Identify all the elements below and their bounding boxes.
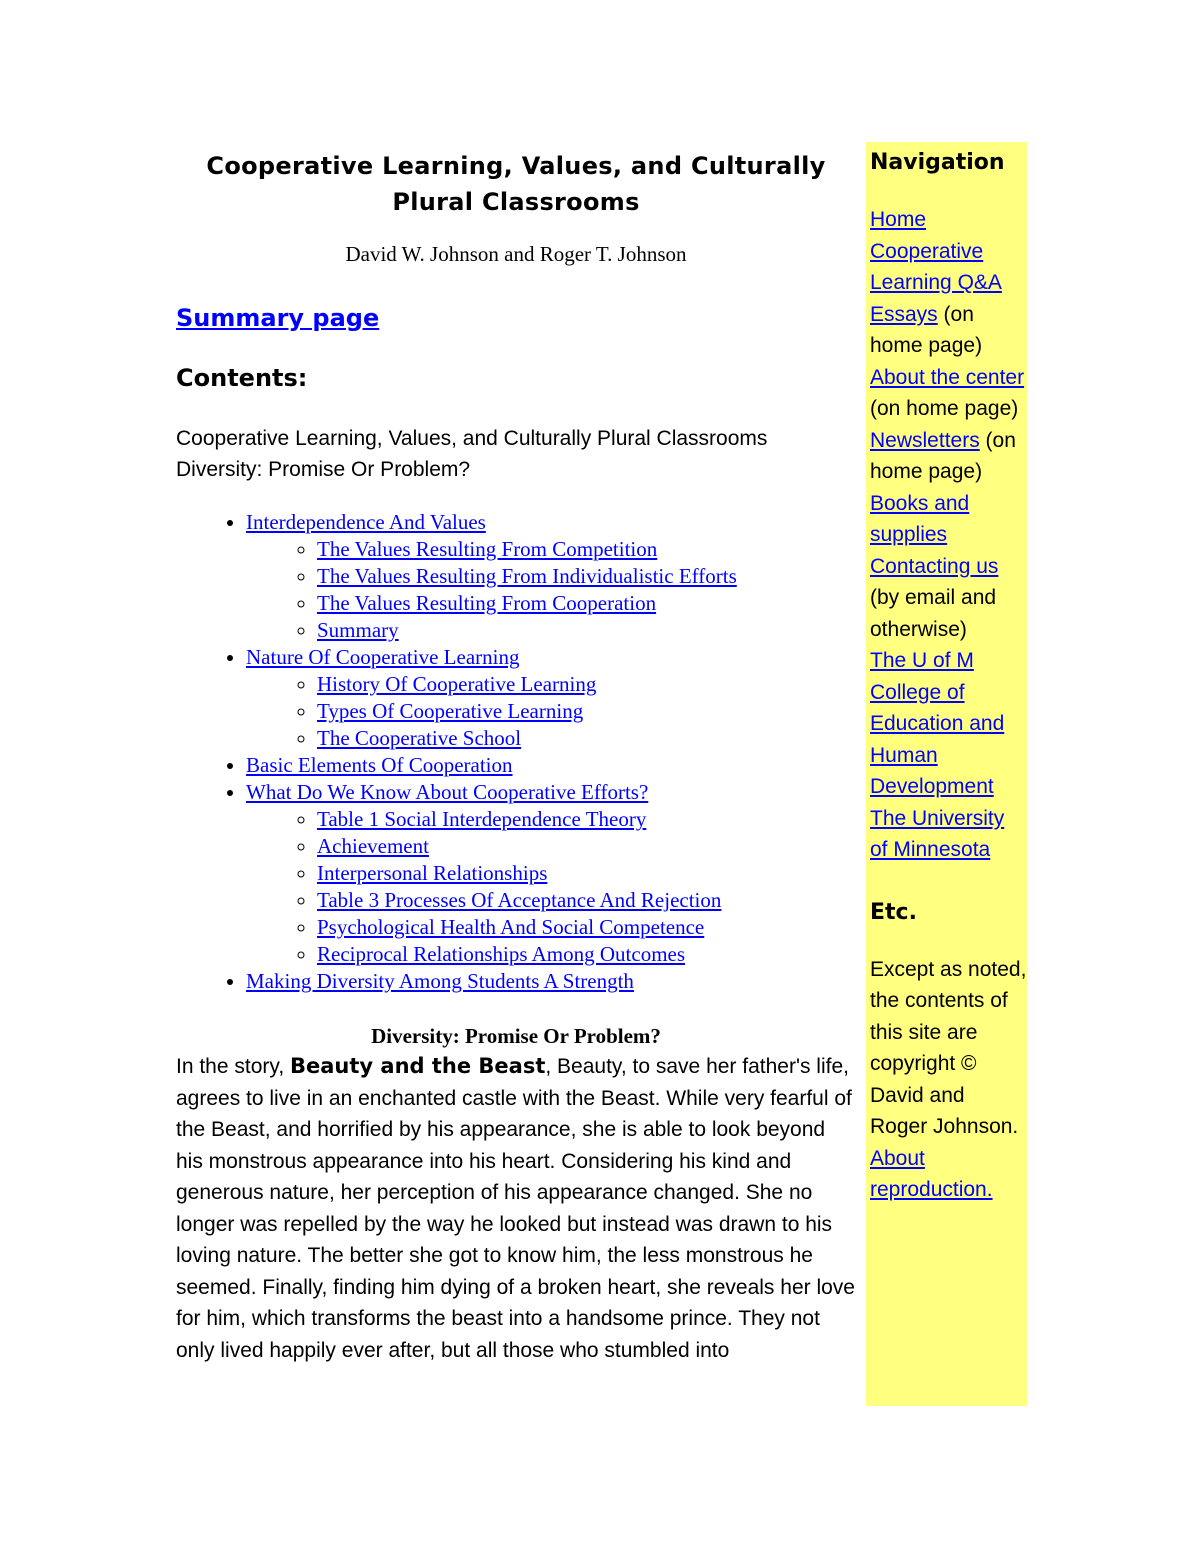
toc-sublist (246, 671, 856, 752)
toc-sublist (246, 536, 856, 644)
contents-heading: Contents: (176, 364, 308, 392)
nav-link-home[interactable]: Home (870, 208, 927, 231)
toc-subitem (317, 536, 856, 563)
toc-subitem (317, 806, 856, 833)
reproduction-link[interactable]: About reproduction. (870, 1146, 993, 1201)
nav-about-center-note: (on home page) (870, 397, 1019, 420)
toc-sublink[interactable]: Summary (317, 618, 399, 642)
nav-link-essays[interactable]: Essays (870, 302, 938, 326)
toc-subitem (317, 941, 856, 968)
toc-sublink[interactable]: The Values Resulting From Cooperation (317, 591, 657, 615)
nav-link-newsletters[interactable]: Newsletters (870, 428, 980, 452)
toc-subitem (317, 617, 856, 644)
toc-sublink[interactable]: Psychological Health And Social Competence (317, 915, 705, 939)
toc-subitem (317, 590, 856, 617)
toc-sublink[interactable]: Reciprocal Relationships Among Outcomes (317, 942, 686, 966)
table-of-contents (176, 509, 856, 995)
toc-link[interactable]: What Do We Know About Cooperative Efforts? (246, 780, 649, 804)
navigation-heading: Navigation (870, 150, 1005, 175)
toc-sublink[interactable]: Table 1 Social Interdependence Theory (317, 807, 647, 831)
toc-subitem (317, 833, 856, 860)
copyright-text: Except as noted, the contents of this site are copyright © David and Roger Johnson. (870, 957, 1027, 1138)
toc-sublink[interactable]: Types Of Cooperative Learning (317, 699, 584, 723)
toc-subitem (317, 914, 856, 941)
nav-link-about-center[interactable]: About the center (870, 365, 1025, 389)
toc-sublink[interactable]: Table 3 Processes Of Acceptance And Rejection (317, 888, 722, 912)
toc-subitem (317, 887, 856, 914)
toc-subitem (317, 860, 856, 887)
navigation-sidebar (866, 142, 1027, 1406)
intro-line-title: Cooperative Learning, Values, and Culturally Plural Classrooms (176, 427, 768, 450)
toc-item (246, 752, 856, 779)
authors: David W. Johnson and Roger T. Johnson (345, 242, 687, 266)
toc-subitem (317, 698, 856, 725)
toc-sublink[interactable]: Achievement (317, 834, 429, 858)
toc-subitem (317, 671, 856, 698)
toc-link[interactable]: Interdependence And Values (246, 510, 486, 534)
toc-sublink[interactable]: The Cooperative School (317, 726, 522, 750)
toc-item (246, 509, 856, 644)
nav-link-university[interactable]: The University of Minnesota (870, 806, 1005, 861)
toc-link[interactable]: Basic Elements Of Cooperation (246, 753, 513, 777)
toc-sublink[interactable]: History Of Cooperative Learning (317, 672, 597, 696)
toc-sublink[interactable]: Interpersonal Relationships (317, 861, 548, 885)
navigation-links (870, 204, 1027, 866)
toc-sublist (246, 806, 856, 968)
body-text-start: In the story, (176, 1055, 290, 1078)
body-paragraph (176, 1051, 856, 1366)
nav-contacting-note: (by email and otherwise) (870, 586, 997, 641)
toc-item (246, 968, 856, 995)
toc-sublink[interactable]: The Values Resulting From Individualistic Efforts (317, 564, 737, 588)
main-content (176, 148, 856, 1366)
toc-sublink[interactable]: The Values Resulting From Competition (317, 537, 658, 561)
toc-item (246, 779, 856, 968)
nav-link-contacting[interactable]: Contacting us (870, 554, 999, 578)
contents-intro (176, 423, 856, 485)
story-title: Beauty and the Beast (290, 1054, 546, 1078)
copyright-notice (870, 954, 1027, 1206)
toc-subitem (317, 725, 856, 752)
toc-link[interactable]: Nature Of Cooperative Learning (246, 645, 520, 669)
nav-link-qa[interactable]: Cooperative Learning Q&A (870, 239, 1002, 294)
nav-essays-note: (on home page) (870, 302, 983, 357)
toc-link[interactable]: Making Diversity Among Students A Strength (246, 969, 634, 993)
nav-link-college[interactable]: The U of M College of Education and Human Development (870, 649, 1005, 798)
nav-link-books[interactable]: Books and supplies (870, 491, 970, 546)
etc-heading: Etc. (870, 899, 917, 925)
toc-subitem (317, 563, 856, 590)
summary-page-link[interactable]: Summary page (176, 304, 380, 332)
nav-newsletters-note: (on home page) (870, 428, 1016, 483)
section-heading: Diversity: Promise Or Problem? (371, 1024, 661, 1048)
body-text-rest: , Beauty, to save her father's life, agrees to live in an enchanted castle with the Beast. While very fearful of the Beast, and horrified by his appearance, she is able to look beyond his monstrous appearance into his heart. Considering his kind and generous nature, her perception of his appearance changed. She no longer was repelled by the way he looked but instead was drawn to his loving nature. The better she got to know him, the less monstrous he seemed. Finally, finding him dying of a broken heart, she reveals her love for him, which transforms the beast into a handsome prince. They not only lived happily ever after, but all those who stumbled into (176, 1055, 855, 1362)
toc-item (246, 644, 856, 752)
page-title: Cooperative Learning, Values, and Culturally Plural Classrooms (206, 152, 826, 216)
intro-line-diversity: Diversity: Promise Or Problem? (176, 458, 471, 481)
